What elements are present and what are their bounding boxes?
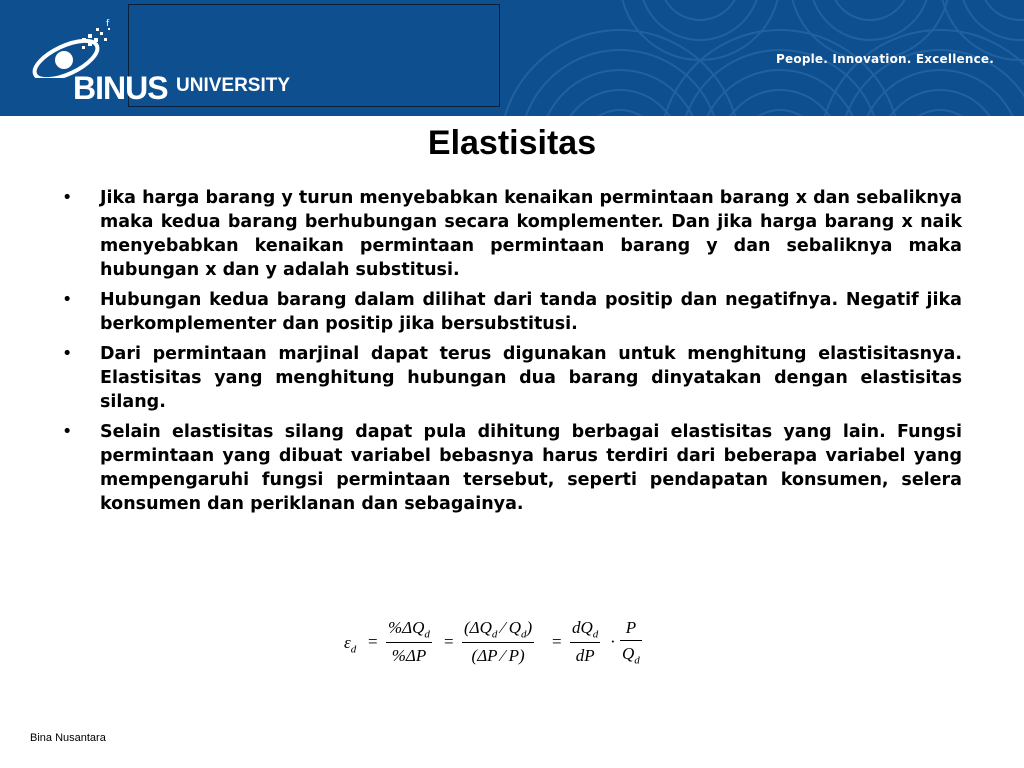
slide-header bbox=[0, 0, 1024, 116]
logo-brand-text: BINUS bbox=[73, 70, 168, 106]
svg-text:f: f bbox=[106, 19, 110, 29]
bullet-list bbox=[62, 186, 962, 522]
slide-title: Elastisitas bbox=[427, 124, 597, 162]
list-item bbox=[62, 420, 962, 516]
formula-fraction-3: $dQ_d$ dP bbox=[572, 618, 599, 666]
formula-dot: · bbox=[610, 632, 616, 651]
logo-swoosh-icon bbox=[18, 8, 128, 78]
formula-fraction-2: ($\Delta Q_d$ ⁄ $Q_d$) (ΔP ⁄ P) bbox=[464, 618, 533, 666]
list-item bbox=[62, 186, 962, 282]
formula-equals-1: = bbox=[368, 632, 378, 651]
bullet-text: Dari permintaan marjinal dapat terus digunakan untuk menghitung elastisitasnya. Elastisitas yang menghitung hubungan dua barang dinyatakan dengan elastisitas silang. bbox=[100, 344, 962, 412]
elasticity-formula bbox=[340, 612, 660, 676]
bullet-text: Selain elastisitas silang dapat pula dihitung berbagai elastisitas yang lain. Fungsi permintaan yang dibuat variabel bebasnya harus terdiri dari beberapa variabel yang mempengaruhi fungsi permintaan tersebut, seperti pendapatan konsumen, selera konsumen dan periklanan dan sebagainya. bbox=[100, 422, 962, 514]
list-item bbox=[62, 288, 962, 336]
list-item bbox=[62, 342, 962, 414]
formula-equals-2: = bbox=[444, 632, 454, 651]
logo-university-text: UNIVERSITY bbox=[176, 75, 291, 96]
bullet-icon: • bbox=[62, 344, 73, 364]
bullet-icon: • bbox=[62, 290, 73, 310]
formula-fraction-1: $\%\Delta Q_d$ %ΔP bbox=[388, 618, 430, 666]
formula-equals-3: = bbox=[552, 632, 562, 651]
bullet-icon: • bbox=[62, 188, 73, 208]
binus-logo bbox=[18, 8, 308, 108]
formula-fraction-4: $\frac{P}{Q_d}$ bbox=[622, 618, 640, 667]
bullet-text: Jika harga barang y turun menyebabkan kenaikan permintaan barang x dan sebaliknya maka kedua barang berhubungan secara komplementer. Dan jika harga barang x naik menyebabkan kenaikan permintaan permintaan barang y dan sebaliknya maka hubungan x dan y adalah substitusi. bbox=[100, 188, 962, 280]
bullet-icon: • bbox=[62, 422, 73, 442]
header-tagline: People. Innovation. Excellence. bbox=[776, 52, 994, 66]
formula-lhs: $\varepsilon_d$ bbox=[344, 633, 357, 656]
footer-text: Bina Nusantara bbox=[30, 732, 106, 744]
bullet-text: Hubungan kedua barang dalam dilihat dari tanda positip dan negatifnya. Negatif jika berkomplementer dan positip jika bersubstitusi. bbox=[100, 290, 962, 334]
